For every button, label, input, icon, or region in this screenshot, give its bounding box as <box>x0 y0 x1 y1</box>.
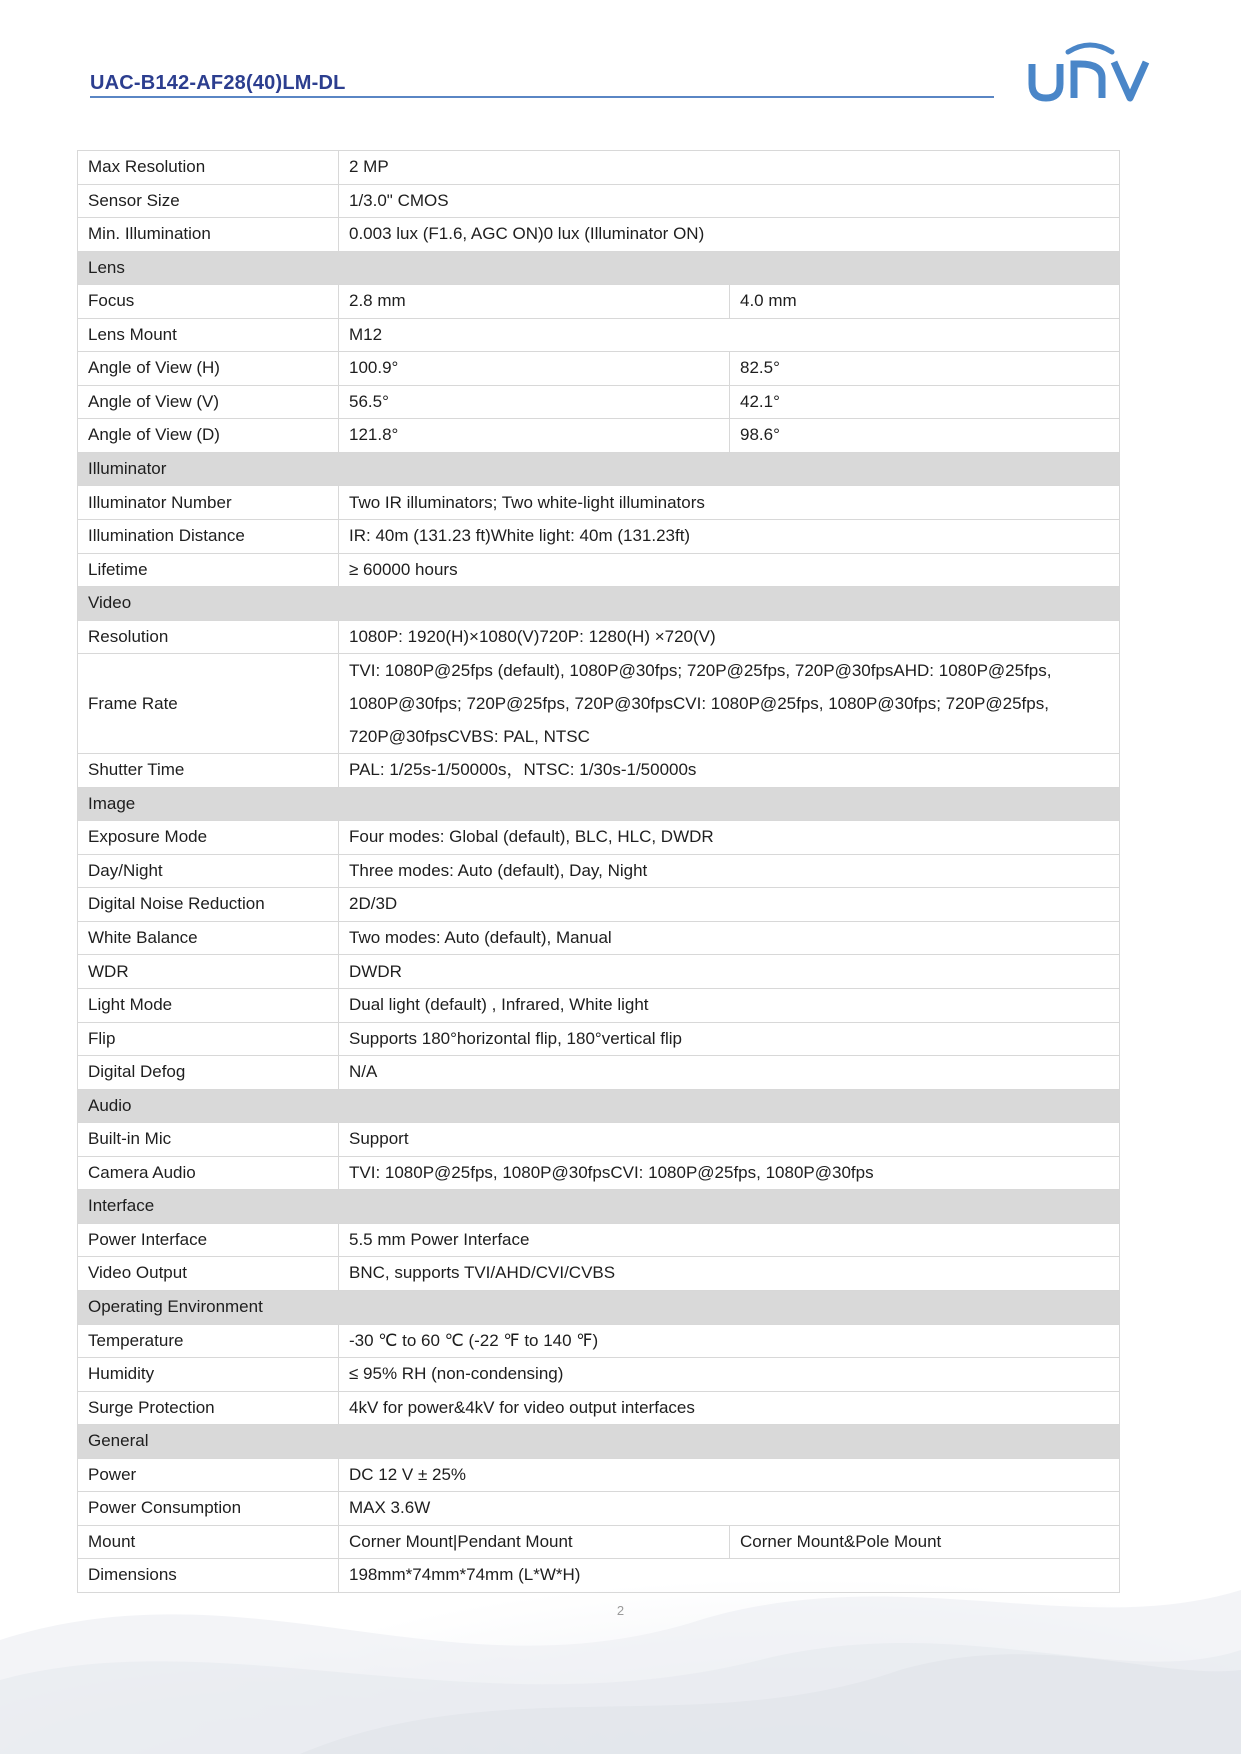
spec-label: Surge Protection <box>78 1391 339 1425</box>
spec-value: 100.9° <box>339 352 730 386</box>
spec-label: Camera Audio <box>78 1156 339 1190</box>
section-title: Video <box>78 587 1120 621</box>
section-header-row <box>78 452 1120 486</box>
spec-label: Built-in Mic <box>78 1123 339 1157</box>
section-header-row <box>78 251 1120 285</box>
spec-label: Lens Mount <box>78 318 339 352</box>
spec-value-line: 1080P@30fps; 720P@25fps, 720P@30fpsCVI: 1080P@25fps, 1080P@30fps; 720P@25fps, <box>349 694 1049 714</box>
spec-value: PAL: 1/25s-1/50000s，NTSC: 1/30s-1/50000s <box>339 754 1120 788</box>
spec-value: Supports 180°horizontal flip, 180°vertical flip <box>339 1022 1120 1056</box>
spec-value: 198mm*74mm*74mm (L*W*H) <box>339 1559 1120 1593</box>
spec-value: IR: 40m (131.23 ft)White light: 40m (131.23ft) <box>339 520 1120 554</box>
spec-value: 121.8° <box>339 419 730 453</box>
section-title: General <box>78 1425 1120 1459</box>
spec-row <box>78 1123 1120 1157</box>
spec-value: 56.5° <box>339 385 730 419</box>
spec-value: 2.8 mm <box>339 285 730 319</box>
spec-value: Corner Mount|Pendant Mount <box>339 1525 730 1559</box>
spec-label: Light Mode <box>78 989 339 1023</box>
spec-label: Illuminator Number <box>78 486 339 520</box>
spec-row <box>78 352 1120 386</box>
spec-value-alt: 4.0 mm <box>730 285 1120 319</box>
spec-label: White Balance <box>78 921 339 955</box>
spec-value: ≤ 95% RH (non-condensing) <box>339 1358 1120 1392</box>
spec-row <box>78 285 1120 319</box>
spec-row <box>78 1391 1120 1425</box>
spec-label: Lifetime <box>78 553 339 587</box>
spec-value: Two IR illuminators; Two white-light illuminators <box>339 486 1120 520</box>
spec-value: Support <box>339 1123 1120 1157</box>
spec-value: 4kV for power&4kV for video output interfaces <box>339 1391 1120 1425</box>
spec-label: Day/Night <box>78 854 339 888</box>
spec-value: 0.003 lux (F1.6, AGC ON)0 lux (Illuminator ON) <box>339 218 1120 252</box>
spec-row <box>78 1358 1120 1392</box>
spec-row <box>78 1056 1120 1090</box>
spec-row <box>78 955 1120 989</box>
spec-row <box>78 520 1120 554</box>
spec-value: M12 <box>339 318 1120 352</box>
spec-row <box>78 888 1120 922</box>
spec-label: WDR <box>78 955 339 989</box>
spec-value: -30 ℃ to 60 ℃ (-22 ℉ to 140 ℉) <box>339 1324 1120 1358</box>
spec-row <box>78 989 1120 1023</box>
spec-value-line: 720P@30fpsCVBS: PAL, NTSC <box>349 727 590 747</box>
spec-label: Power Consumption <box>78 1492 339 1526</box>
page-number: 2 <box>616 1603 625 1618</box>
spec-row <box>78 151 1120 185</box>
spec-label: Dimensions <box>78 1559 339 1593</box>
spec-row <box>78 1022 1120 1056</box>
spec-label: Digital Defog <box>78 1056 339 1090</box>
spec-value <box>339 654 1120 754</box>
section-header-row <box>78 587 1120 621</box>
spec-row <box>78 754 1120 788</box>
section-title: Illuminator <box>78 452 1120 486</box>
spec-value: MAX 3.6W <box>339 1492 1120 1526</box>
spec-value: 2 MP <box>339 151 1120 185</box>
spec-value: BNC, supports TVI/AHD/CVI/CVBS <box>339 1257 1120 1291</box>
spec-row <box>78 1458 1120 1492</box>
spec-label: Mount <box>78 1525 339 1559</box>
spec-value-alt: 98.6° <box>730 419 1120 453</box>
unv-logo <box>1028 40 1153 104</box>
spec-row <box>78 921 1120 955</box>
spec-label: Max Resolution <box>78 151 339 185</box>
spec-label: Angle of View (H) <box>78 352 339 386</box>
spec-value: DWDR <box>339 955 1120 989</box>
document-title: UAC-B142-AF28(40)LM-DL <box>90 72 346 94</box>
spec-label: Video Output <box>78 1257 339 1291</box>
spec-value: Three modes: Auto (default), Day, Night <box>339 854 1120 888</box>
spec-label: Humidity <box>78 1358 339 1392</box>
spec-value: 5.5 mm Power Interface <box>339 1223 1120 1257</box>
section-header-row <box>78 1190 1120 1224</box>
spec-label: Resolution <box>78 620 339 654</box>
section-header-row <box>78 1089 1120 1123</box>
section-header-row <box>78 1290 1120 1324</box>
spec-row <box>78 1257 1120 1291</box>
spec-label: Exposure Mode <box>78 821 339 855</box>
spec-label: Min. Illumination <box>78 218 339 252</box>
spec-row <box>78 821 1120 855</box>
section-title: Lens <box>78 251 1120 285</box>
spec-value-line: TVI: 1080P@25fps (default), 1080P@30fps; 720P@25fps, 720P@30fpsAHD: 1080P@25fps, <box>349 661 1052 681</box>
spec-value: DC 12 V ± 25% <box>339 1458 1120 1492</box>
spec-row <box>78 1559 1120 1593</box>
section-title: Audio <box>78 1089 1120 1123</box>
spec-row <box>78 1492 1120 1526</box>
spec-value: Dual light (default) , Infrared, White light <box>339 989 1120 1023</box>
spec-row <box>78 486 1120 520</box>
spec-row <box>78 654 1120 754</box>
spec-label: Angle of View (V) <box>78 385 339 419</box>
spec-label: Focus <box>78 285 339 319</box>
section-header-row <box>78 787 1120 821</box>
spec-label: Angle of View (D) <box>78 419 339 453</box>
section-title: Image <box>78 787 1120 821</box>
spec-label: Power Interface <box>78 1223 339 1257</box>
spec-value: Two modes: Auto (default), Manual <box>339 921 1120 955</box>
spec-row <box>78 385 1120 419</box>
spec-row <box>78 218 1120 252</box>
spec-value: 1080P: 1920(H)×1080(V)720P: 1280(H) ×720(V) <box>339 620 1120 654</box>
spec-row <box>78 184 1120 218</box>
specification-table <box>77 150 1120 1593</box>
spec-value: 1/3.0" CMOS <box>339 184 1120 218</box>
spec-row <box>78 318 1120 352</box>
spec-row <box>78 1525 1120 1559</box>
section-title: Operating Environment <box>78 1290 1120 1324</box>
spec-label: Digital Noise Reduction <box>78 888 339 922</box>
spec-label: Power <box>78 1458 339 1492</box>
spec-row <box>78 1223 1120 1257</box>
spec-value: 2D/3D <box>339 888 1120 922</box>
spec-value-alt: 42.1° <box>730 385 1120 419</box>
spec-row <box>78 1156 1120 1190</box>
spec-label: Sensor Size <box>78 184 339 218</box>
spec-row <box>78 854 1120 888</box>
spec-value: ≥ 60000 hours <box>339 553 1120 587</box>
spec-row <box>78 419 1120 453</box>
spec-value: N/A <box>339 1056 1120 1090</box>
spec-value-alt: 82.5° <box>730 352 1120 386</box>
spec-row <box>78 553 1120 587</box>
header-divider <box>90 96 994 98</box>
spec-value: Four modes: Global (default), BLC, HLC, DWDR <box>339 821 1120 855</box>
spec-label: Frame Rate <box>78 654 339 754</box>
spec-row <box>78 1324 1120 1358</box>
spec-label: Temperature <box>78 1324 339 1358</box>
spec-label: Flip <box>78 1022 339 1056</box>
spec-row <box>78 620 1120 654</box>
spec-label: Illumination Distance <box>78 520 339 554</box>
spec-value: TVI: 1080P@25fps, 1080P@30fpsCVI: 1080P@25fps, 1080P@30fps <box>339 1156 1120 1190</box>
spec-label: Shutter Time <box>78 754 339 788</box>
page-header <box>90 40 1150 110</box>
section-header-row <box>78 1425 1120 1459</box>
spec-value-alt: Corner Mount&Pole Mount <box>730 1525 1120 1559</box>
section-title: Interface <box>78 1190 1120 1224</box>
